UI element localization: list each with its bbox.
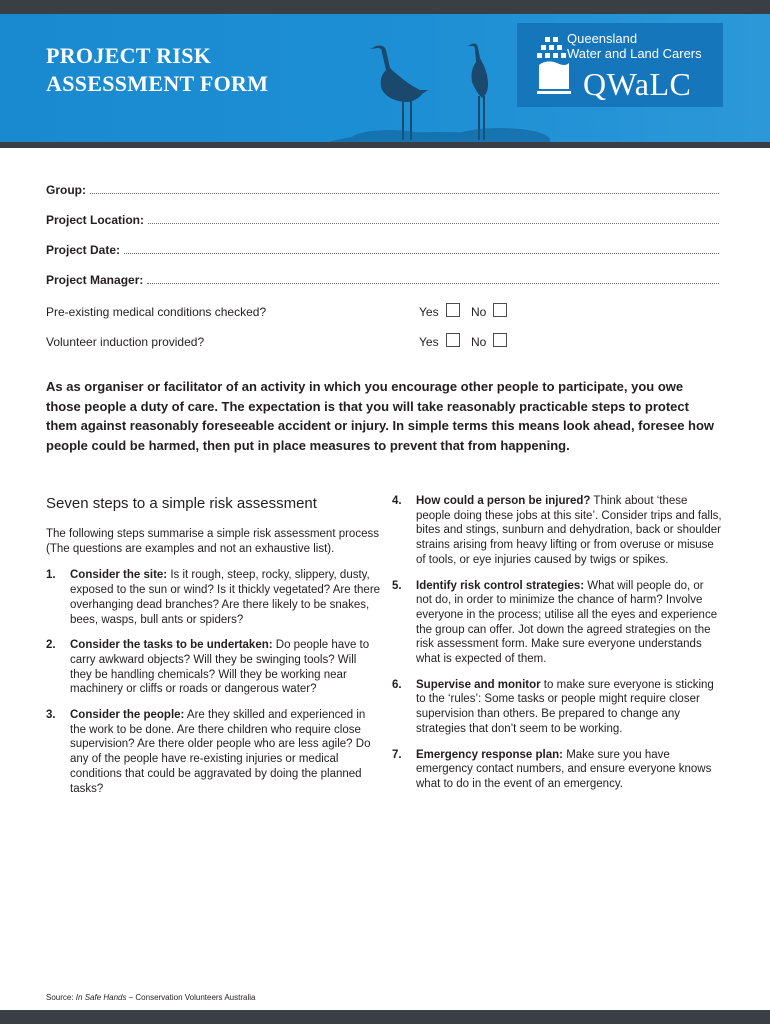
- bottom-dark-bar: [0, 1010, 770, 1024]
- step-title: Consider the people:: [70, 709, 185, 722]
- steps-right-column: [392, 494, 722, 803]
- logo-org-line2: Water and Land Carers: [567, 46, 702, 61]
- step-title: Consider the tasks to be undertaken:: [70, 639, 273, 652]
- step-text: Are they skilled and experienced in the work to be done. Are there children who require close supervision? Are there older people who are less agile? Do any of the people have re-existing injuries or medical conditions that could be aggravated by doing the planned tasks?: [70, 709, 371, 795]
- step-title: Identify risk control strategies:: [416, 579, 585, 592]
- induction-no-label: No: [471, 335, 487, 349]
- medical-no-label: No: [471, 305, 487, 319]
- project-details-fields: [46, 183, 719, 287]
- step-item: [46, 708, 381, 796]
- steps-left-column: [46, 494, 381, 807]
- volunteer-induction-check: [46, 335, 546, 351]
- duty-of-care-intro: As as organiser or facilitator of an activity in which you encourage other people to participate, you owe those people a duty of care. The expectation is that you will take reasonably practicable steps to protect them against reasonably foreseeable accident or injury. In simple terms this means look ahead, foresee how people could be harmed, then put in place measures to prevent that from happening.: [46, 379, 715, 453]
- medical-conditions-question: Pre-existing medical conditions checked?: [46, 305, 267, 319]
- banner-bottom-bar: [0, 142, 770, 148]
- medical-yes-label: Yes: [419, 305, 439, 319]
- project-date-line[interactable]: [124, 252, 719, 254]
- step-title: How could a person be injured?: [416, 495, 591, 507]
- project-location-line[interactable]: [148, 222, 719, 224]
- step-item: [392, 748, 722, 792]
- logo-abbreviation: QWaLC: [583, 66, 692, 102]
- step-number: 4.: [392, 495, 402, 507]
- footer-prefix: Source:: [46, 993, 76, 1002]
- project-date-label: Project Date:: [46, 243, 121, 257]
- step-item: [46, 568, 381, 627]
- volunteer-induction-question: Volunteer induction provided?: [46, 335, 205, 349]
- steps-summary: The following steps summarise a simple risk assessment process (The questions are examples and not an exhaustive list).: [46, 528, 379, 555]
- project-manager-line[interactable]: [147, 282, 719, 284]
- step-item: [392, 579, 722, 667]
- step-title: Consider the site:: [70, 569, 168, 582]
- project-location-label: Project Location:: [46, 213, 145, 227]
- step-item: [46, 638, 381, 697]
- footer-source-title: In Safe Hands: [75, 993, 127, 1002]
- medical-yes-checkbox[interactable]: [446, 303, 460, 317]
- header-banner: [0, 14, 770, 142]
- step-text: Do people have to carry awkward objects? Will they be swinging tools? Will they be handling chemicals? Will they be working near machinery or cliffs or roads or dangerous water?: [70, 639, 370, 696]
- step-item: [392, 678, 722, 737]
- step-title: Emergency response plan:: [416, 748, 563, 761]
- project-location-field[interactable]: [46, 197, 719, 227]
- project-manager-field[interactable]: [46, 257, 719, 287]
- logo-org-line1: Queensland: [567, 31, 638, 46]
- footer-suffix: – Conservation Volunteers Australia: [126, 993, 256, 1002]
- step-text: Is it rough, steep, rocky, slippery, dusty, exposed to the sun or wind? Is it thickly vegetated? Are there overhanging dead branches? Are there likely to be snakes, bees, wasps, bull ants or spiders?: [70, 569, 381, 626]
- step-number: 7.: [392, 748, 402, 761]
- medical-conditions-check: [46, 305, 546, 321]
- step-number: 6.: [392, 678, 402, 691]
- medical-no-checkbox[interactable]: [493, 303, 507, 317]
- induction-yes-label: Yes: [419, 335, 439, 349]
- steps-heading: Seven steps to a simple risk assessment: [46, 495, 317, 512]
- page-title: [46, 42, 268, 98]
- induction-no-checkbox[interactable]: [493, 333, 507, 347]
- step-number: 3.: [46, 709, 56, 722]
- step-number: 1.: [46, 569, 56, 582]
- step-text: What will people do, or not do, in order to minimize the chance of harm? Involve everyone in the process; utilise all the eyes and experience the group can offer. Jot down the agreed strategies on the risk assessment form. Make sure everyone understands what is expected of them.: [416, 579, 718, 666]
- induction-yes-checkbox[interactable]: [446, 333, 460, 347]
- group-field-line[interactable]: [90, 192, 719, 194]
- top-dark-bar: [0, 0, 770, 14]
- group-field-label: Group:: [46, 183, 86, 197]
- step-item: [392, 494, 722, 568]
- logo-organisation-name: [567, 31, 717, 61]
- project-date-field[interactable]: [46, 227, 719, 257]
- step-text: to make sure everyone is sticking to the ‘rules’: Some tasks or people might require closer supervision than others. Be prepared to change any strategies that don’t seem to be working.: [416, 678, 714, 735]
- step-text: Make sure you have emergency contact numbers, and ensure everyone knows what to do in the event of an emergency.: [416, 748, 712, 790]
- title-line-2: ASSESSMENT FORM: [46, 71, 269, 96]
- step-number: 5.: [392, 579, 402, 592]
- step-title: Supervise and monitor: [416, 678, 541, 691]
- project-manager-label: Project Manager:: [46, 273, 144, 287]
- title-line-1: PROJECT RISK: [46, 43, 212, 68]
- qwalc-logo: [517, 23, 723, 107]
- source-footer: [46, 993, 255, 1003]
- group-field[interactable]: [46, 183, 719, 197]
- step-number: 2.: [46, 639, 56, 652]
- step-text: Think about ‘these people doing these jobs at this site’. Consider trips and falls, bites and stings, sunburn and dehydration, back or shoulder strains arising from heavy lifting or from overuse or misuse of tools, or eye injuries caused by twigs or spikes.: [416, 495, 722, 566]
